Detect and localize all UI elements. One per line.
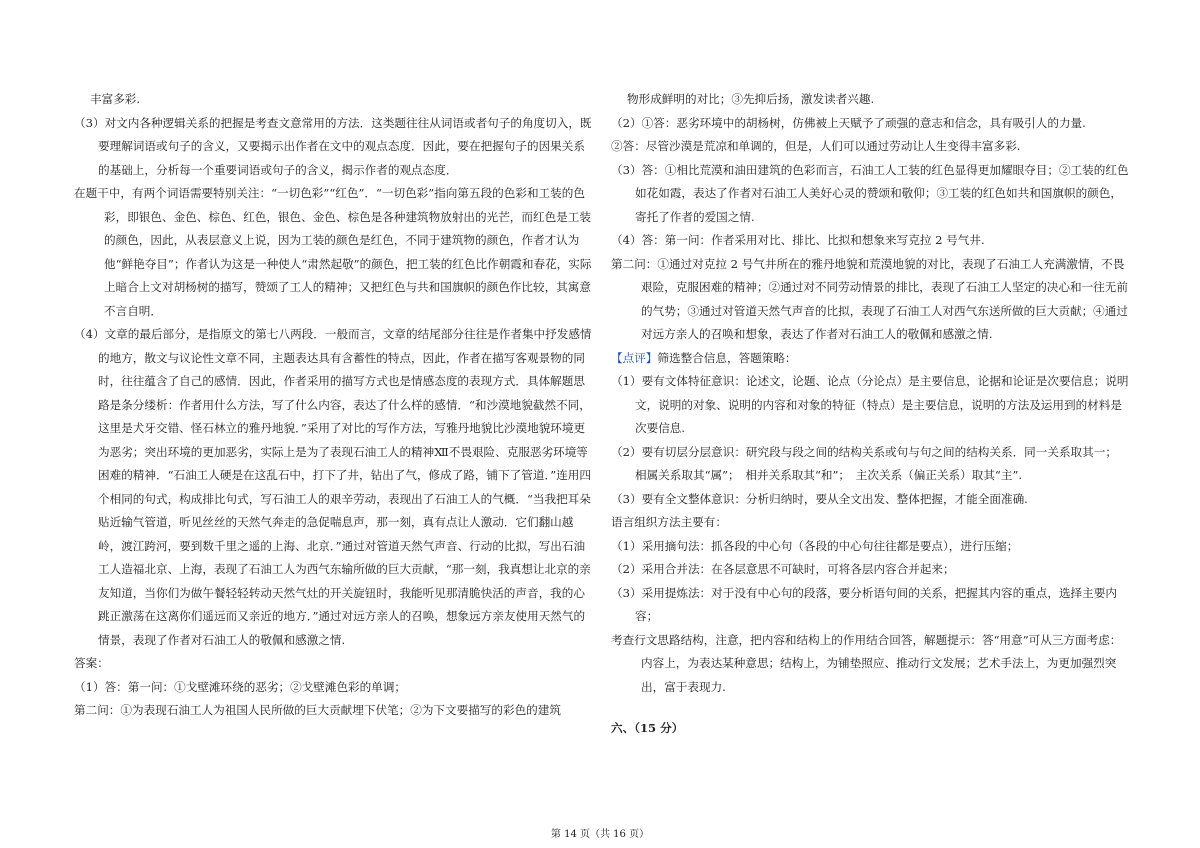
paragraph bbox=[611, 135, 1131, 159]
paragraph bbox=[611, 370, 1131, 441]
paragraph-text: ②答：尽管沙漠是荒凉和单调的，但是，人们可以通过劳动让人生变得丰富多彩. bbox=[611, 139, 1021, 153]
paragraph bbox=[611, 229, 1131, 253]
paragraph bbox=[611, 582, 1131, 629]
paragraph bbox=[611, 253, 1131, 347]
paragraph bbox=[74, 112, 594, 183]
paragraph-text: 第二问：①为表现石油工人为祖国人民所做的巨大贡献埋下伏笔；②为下文要描写的彩色的建筑 bbox=[74, 703, 561, 717]
paragraph-text: （3）对文内各种逻辑关系的把握是考查文意常用的方法．这类题往往从词语或者句子的角度切入，既要理解词语或句子的含义，又要揭示出作者在文中的观点态度．因此，要在把握句子的因果关系的基础上，分析每一个重要词语或句子的含义，揭示作者的观点态度． bbox=[74, 115, 592, 177]
paragraph-text: 物形成鲜明的对比；③先抑后扬，激发读者兴趣. bbox=[627, 92, 875, 106]
paragraph bbox=[74, 182, 594, 323]
paragraph-text: （2）采用合并法：在各层意思不可缺时，可将各层内容合并起来； bbox=[611, 562, 955, 576]
paragraph bbox=[74, 676, 594, 700]
paragraph-text: 在题干中，有两个词语需要特别关注：“一切色彩”“红色”．“一切色彩”指向第五段的色彩和工装的色彩，即银色、金色、棕色、红色，银色、金色、棕色是各种建筑物放射出的光芒，而红色是工装的颜色，因此，从表层意义上说，因为工装的颜色是红色，不同于建筑物的颜色，作者才认为他“鲜艳夺目”；作者认为这是一种使人“肃然起敬”的颜色，把工装的红色比作朝霞和春花，实际上暗合上文对胡杨树的描写，赞颂了工人的精神；又把红色与共和国旗帜的颜色作比较，其寓意不言自明． bbox=[74, 186, 592, 318]
paragraph bbox=[611, 535, 1131, 559]
paragraph bbox=[611, 88, 1131, 112]
paragraph-text: （1）采用摘句法：抓各段的中心句（各段的中心句往往都是要点），进行压缩； bbox=[611, 538, 1019, 553]
paragraph bbox=[611, 629, 1131, 700]
left-column bbox=[74, 88, 594, 723]
paragraph-text: 第二问：①通过对克拉 2 号气井所在的雅丹地貌和荒漠地貌的对比，表现了石油工人充满激情，不畏艰险，克服困难的精神；②通过对不同劳动情景的排比，表现了石油工人坚定的决心和一往无前的气势；③通过对管道天然气声音的比拟，表现了石油工人对西气东送所做的巨大贡献；④通过对远方亲人的召唤和想象，表达了作者对石油工人的敬佩和感激之情. bbox=[611, 256, 1128, 341]
paragraph-text: （3）要有全文整体意识：分析归纳时，要从全文出发、整体把握，才能全面准确. bbox=[611, 491, 1028, 506]
paragraph bbox=[611, 488, 1131, 512]
paragraph-text: （1）要有文体特征意识：论述文，论题、论点（分论点）是主要信息，论据和论证是次要信息；说明文，说明的对象、说明的内容和对象的特征（特点）是主要信息，说明的方法及运用到的材料是次要信息. bbox=[611, 374, 1129, 435]
right-paragraphs bbox=[611, 88, 1131, 699]
section-six-title: 六、（15 分） bbox=[611, 721, 684, 735]
paragraph bbox=[611, 159, 1131, 230]
paragraph bbox=[74, 699, 594, 723]
paragraph-text: （3）采用提炼法：对于没有中心句的段落，要分析语句间的关系，把握其内容的重点，选择主要内容； bbox=[611, 585, 1117, 623]
paragraph-text: 筛选整合信息，答题策略： bbox=[657, 350, 797, 365]
paragraph bbox=[611, 441, 1131, 488]
paragraph-text: 语言组织方法主要有： bbox=[611, 515, 727, 529]
paragraph-text: （4）文章的最后部分，是指原文的第七八两段．一般而言，文章的结尾部分往往是作者集中抒发感情的地方，散文与议论性文章不同，主题表达具有含蓄性的特点，因此，作者在描写客观景物的同时，往往蕴含了自己的感情．因此，作者采用的描写方式也是情感态度的表现方式．具体解题思路是条分缕析：作者用什么方法，写了什么内容，表达了什么样的感情．“和沙漠地貌截然不同，这里是犬牙交错、怪石林立的雅丹地貌．”采用了对比的写作方法，写雅丹地貌比沙漠地貌环境更为恶劣；突出环境的更加恶劣，实际上是为了表现石油工人的精神Ⅻ不畏艰险、克服恶劣环境等困难的精神．“石油工人硬是在这乱石中，打下了井，钻出了气，修成了路，铺下了管道．”连用四个相同的句式，构成排比句式，写石油工人的艰辛劳动，表现出了石油工人的气概．“当我把耳朵贴近输气管道，听见丝丝的天然气奔走的急促喘息声，那一刻，真有点让人激动．它们翻山越岭，渡江跨河，要到数千里之遥的上海、北京．”通过对管道天然气声音、行动的比拟，写出石油工人造福北京、上海，表现了石油工人为西气东输所做的巨大贡献，“那一刻，我真想让北京的亲友知道，当你们为做午餐轻轻转动天然气灶的开关旋钮时，我能听见那清脆快活的声音，我的心跳正激荡在这离你们遥远而又亲近的地方．”通过对远方亲人的召唤，想象远方亲友使用天然气的情景，表现了作者对石油工人的敬佩和感激之情. bbox=[74, 327, 592, 647]
paragraph-text: 丰富多彩. bbox=[90, 92, 141, 106]
paragraph bbox=[74, 652, 594, 676]
paragraph-text: （2）①答：恶劣环境中的胡杨树，仿佛被上天赋予了顽强的意志和信念，具有吸引人的力量. bbox=[611, 115, 1086, 130]
paragraph bbox=[611, 558, 1131, 582]
paragraph bbox=[611, 112, 1131, 136]
paragraph bbox=[74, 88, 594, 112]
paragraph bbox=[611, 347, 1131, 371]
paragraph-text: （2）要有切层分层意识：研究段与段之间的结构关系或句与句之间的结构关系．同一关系取其一； 相属关系取其“属”； 相并关系取其“和”； 主次关系（偏正关系）取其“主”. bbox=[611, 444, 1123, 482]
paragraph-text: 考查行文思路结构，注意，把内容和结构上的作用结合回答，解题提示：答“用意”可从三方面考虑：内容上，为表达某种意思；结构上，为铺垫照应、推动行文发展；艺术手法上，为更加强烈突出，富于表现力. bbox=[611, 632, 1122, 694]
page-footer: 第 14 页（共 16 页） bbox=[550, 829, 650, 840]
paragraph-text: （4）答：第一问：作者采用对比、排比、比拟和想象来写克拉 2 号气井. bbox=[611, 233, 985, 247]
comment-label: 【点评】 bbox=[611, 350, 658, 365]
paragraph bbox=[74, 323, 594, 652]
right-column bbox=[611, 88, 1131, 741]
paragraph bbox=[611, 511, 1131, 535]
paragraph-text: （1）答：第一问：①戈壁滩环绕的恶劣；②戈壁滩色彩的单调； bbox=[74, 679, 407, 694]
paragraph-text: （3）答：①相比荒漠和油田建筑的色彩而言，石油工人工装的红色显得更加耀眼夺目；②工装的红色如花如霞，表达了作者对石油工人美好心灵的赞颂和敬仰；③工装的红色如共和国旗帜的颜色，寄托了作者的爱国之情. bbox=[611, 162, 1129, 224]
paragraph-text: 答案： bbox=[74, 656, 109, 670]
